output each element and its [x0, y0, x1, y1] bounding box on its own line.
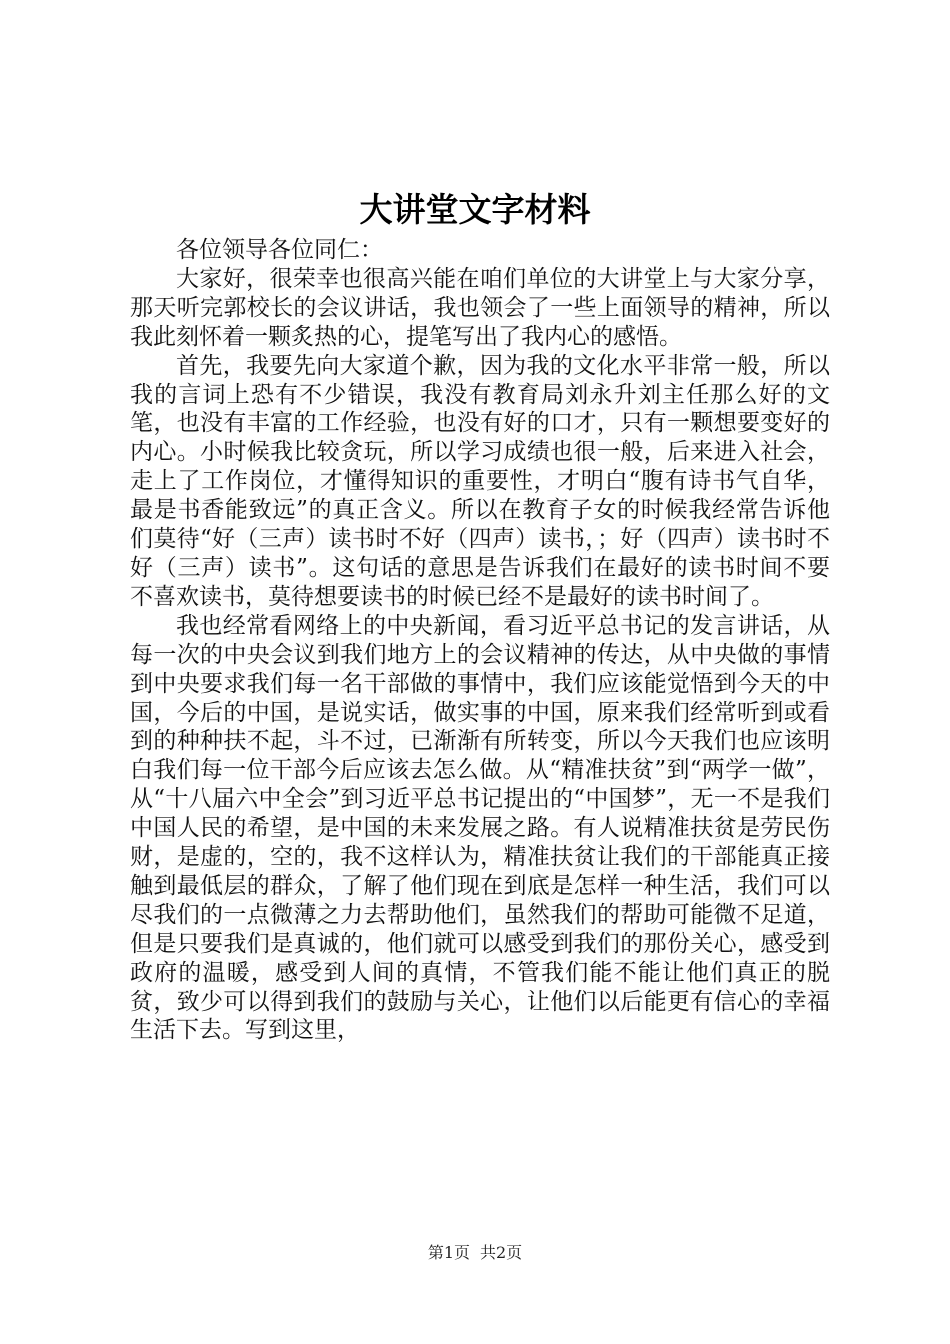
body-paragraph: 大家好，很荣幸也很高兴能在咱们单位的大讲堂上与大家分享，那天听完郭校长的会议讲话，我也领会了一些上面领导的精神，所以我此刻怀着一颗炙热的心，提笔写出了我内心的感悟。 [130, 265, 830, 350]
page-number: 第1页 [427, 1243, 470, 1262]
body-paragraph: 首先，我要先向大家道个歉，因为我的文化水平非常一般，所以我的言词上恐有不少错误，我没有教育局刘永升刘主任那么好的文笔，也没有丰富的工作经验，也没有好的口才，只有一颗想要变好的内心。小时候我比较贪玩，所以学习成绩也很一般，后来进入社会，走上了工作岗位，才懂得知识的重要性，才明白“腹有诗书气自华，最是书香能致远”的真正含义。所以在教育子女的时候我经常告诉他们莫待“好（三声）读书时不好（四声）读书，；好（四声）读书时不好（三声）读书”。这句话的意思是告诉我们在最好的读书时间不要不喜欢读书，莫待想要读书的时候已经不是最好的读书时间了。 [130, 352, 830, 610]
page-total: 共2页 [480, 1243, 523, 1262]
page-footer [0, 1240, 950, 1263]
body-paragraph: 我也经常看网络上的中央新闻，看习近平总书记的发言讲话，从每一次的中央会议到我们地方上的会议精神的传达，从中央做的事情到中央要求我们每一名干部做的事情中，我们应该能觉悟到今天的中国，今后的中国，是说实话，做实事的中国，原来我们经常听到或看到的种种扶不起，斗不过，已渐渐有所转变，所以今天我们也应该明白我们每一位干部今后应该去怎么做。从“精准扶贫”到“两学一做”，从“十八届六中全会”到习近平总书记提出的“中国梦”，无一不是我们中国人民的希望，是中国的未来发展之路。有人说精准扶贫是劳民伤财，是虚的，空的，我不这样认为，精准扶贫让我们的干部能真正接触到最低层的群众，了解了他们现在到底是怎样一种生活，我们可以尽我们的一点微薄之力去帮助他们，虽然我们的帮助可能微不足道，但是只要我们是真诚的，他们就可以感受到我们的那份关心，感受到政府的温暖，感受到人间的真情，不管我们能不能让他们真正的脱贫，致少可以得到我们的鼓励与关心，让他们以后能更有信心的幸福生活下去。写到这里， [130, 612, 830, 1044]
document-title: 大讲堂文字材料 [359, 190, 591, 229]
document-body [130, 236, 830, 1045]
salutation-paragraph: 各位领导各位同仁： [176, 237, 383, 263]
